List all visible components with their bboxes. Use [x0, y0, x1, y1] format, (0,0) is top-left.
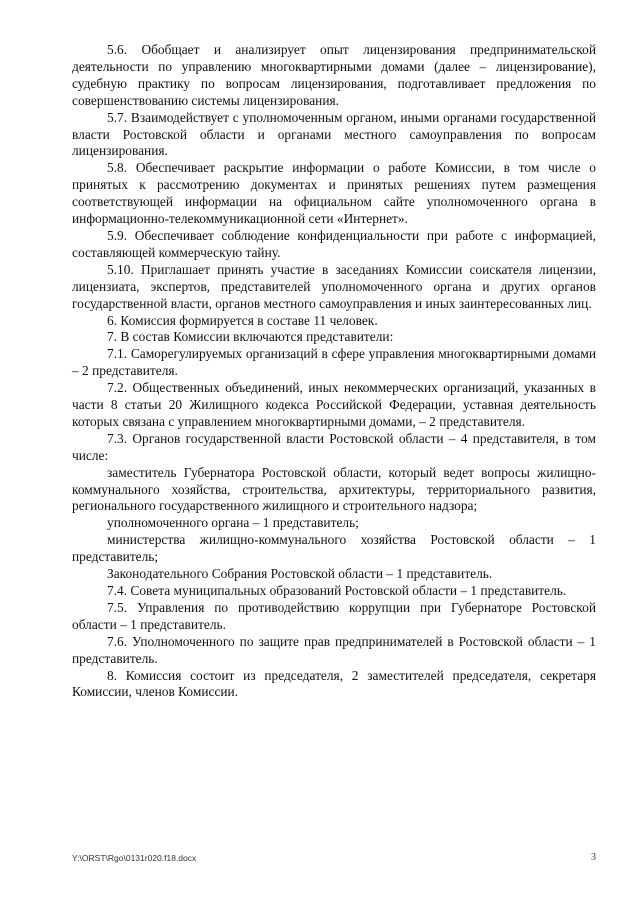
paragraph-5-7: 5.7. Взаимодействует с уполномоченным органом, иными органами государственной власти Ростовской области и органами местного самоуправления по вопросам лицензирования. — [72, 109, 596, 159]
paragraph-7-2: 7.2. Общественных объединений, иных некоммерческих организаций, указанных в части 8 статьи 20 Жилищного кодекса Российской Федерации, уставная деятельность которых связана с управлением многоквартирными домами, – 2 представителя. — [72, 380, 596, 429]
paragraph-authorized-body: уполномоченного органа – 1 представитель; — [107, 515, 359, 531]
paragraph-7-5: 7.5. Управления по противодействию коррупции при Губернаторе Ростовской области – 1 представитель. — [72, 599, 596, 632]
paragraph-7: 7. В состав Комиссии включаются представители: — [107, 329, 394, 345]
file-path: Y:\ORST\Rgo\0131r020.f18.docx — [72, 853, 197, 863]
paragraph-5-10: 5.10. Приглашает принять участие в заседаниях Комиссии соискателя лицензии, лицензиата, экспертов, представителей уполномоченного органа и других органов государственной власти, органов местного самоуправления и иных заинтересованных лиц. — [72, 261, 596, 311]
paragraph-5-9: 5.9. Обеспечивает соблюдение конфиденциальности при работе с информацией, составляющей коммерческую тайну. — [72, 227, 596, 260]
page-number: 3 — [591, 852, 596, 863]
page-footer — [72, 852, 596, 866]
paragraph-ministry: министерства жилищно-коммунального хозяйства Ростовской области – 1 представитель; — [72, 532, 596, 565]
paragraph-8: 8. Комиссия состоит из председателя, 2 заместителей председателя, секретаря Комиссии, членов Комиссии. — [72, 667, 596, 700]
paragraph-deputy-governor: заместитель Губернатора Ростовской области, который ведет вопросы жилищно-коммунального хозяйства, строительства, архитектуры, территориального развития, регионального государственного жилищного и строительного надзора; — [72, 464, 596, 514]
paragraph-7-1: 7.1. Саморегулируемых организаций в сфере управления многоквартирными домами – 2 представителя. — [72, 346, 596, 379]
paragraph-legislative-assembly: Законодательного Собрания Ростовской области – 1 представитель. — [107, 566, 493, 582]
paragraph-5-8: 5.8. Обеспечивает раскрытие информации о работе Комиссии, в том числе о принятых к рассмотрению документах и принятых решениях путем размещения соответствующей информации на официальном сайте уполномоченного органа в информационно-телекоммуникационной сети «Интернет». — [72, 160, 596, 227]
paragraph-5-6: 5.6. Обобщает и анализирует опыт лицензирования предпринимательской деятельности по управлению многоквартирными домами (далее – лицензирование), судебную практику по вопросам лицензирования, подготавливает предложения по совершенствованию системы лицензирования. — [72, 42, 596, 108]
paragraph-7-3: 7.3. Органов государственной власти Ростовской области – 4 представителя, в том числе: — [72, 430, 596, 463]
paragraph-6: 6. Комиссия формируется в составе 11 человек. — [107, 312, 378, 328]
paragraph-7-6: 7.6. Уполномоченного по защите прав предпринимателей в Ростовской области – 1 представитель. — [72, 633, 596, 666]
paragraph-7-4: 7.4. Совета муниципальных образований Ростовской области – 1 представитель. — [107, 583, 567, 598]
